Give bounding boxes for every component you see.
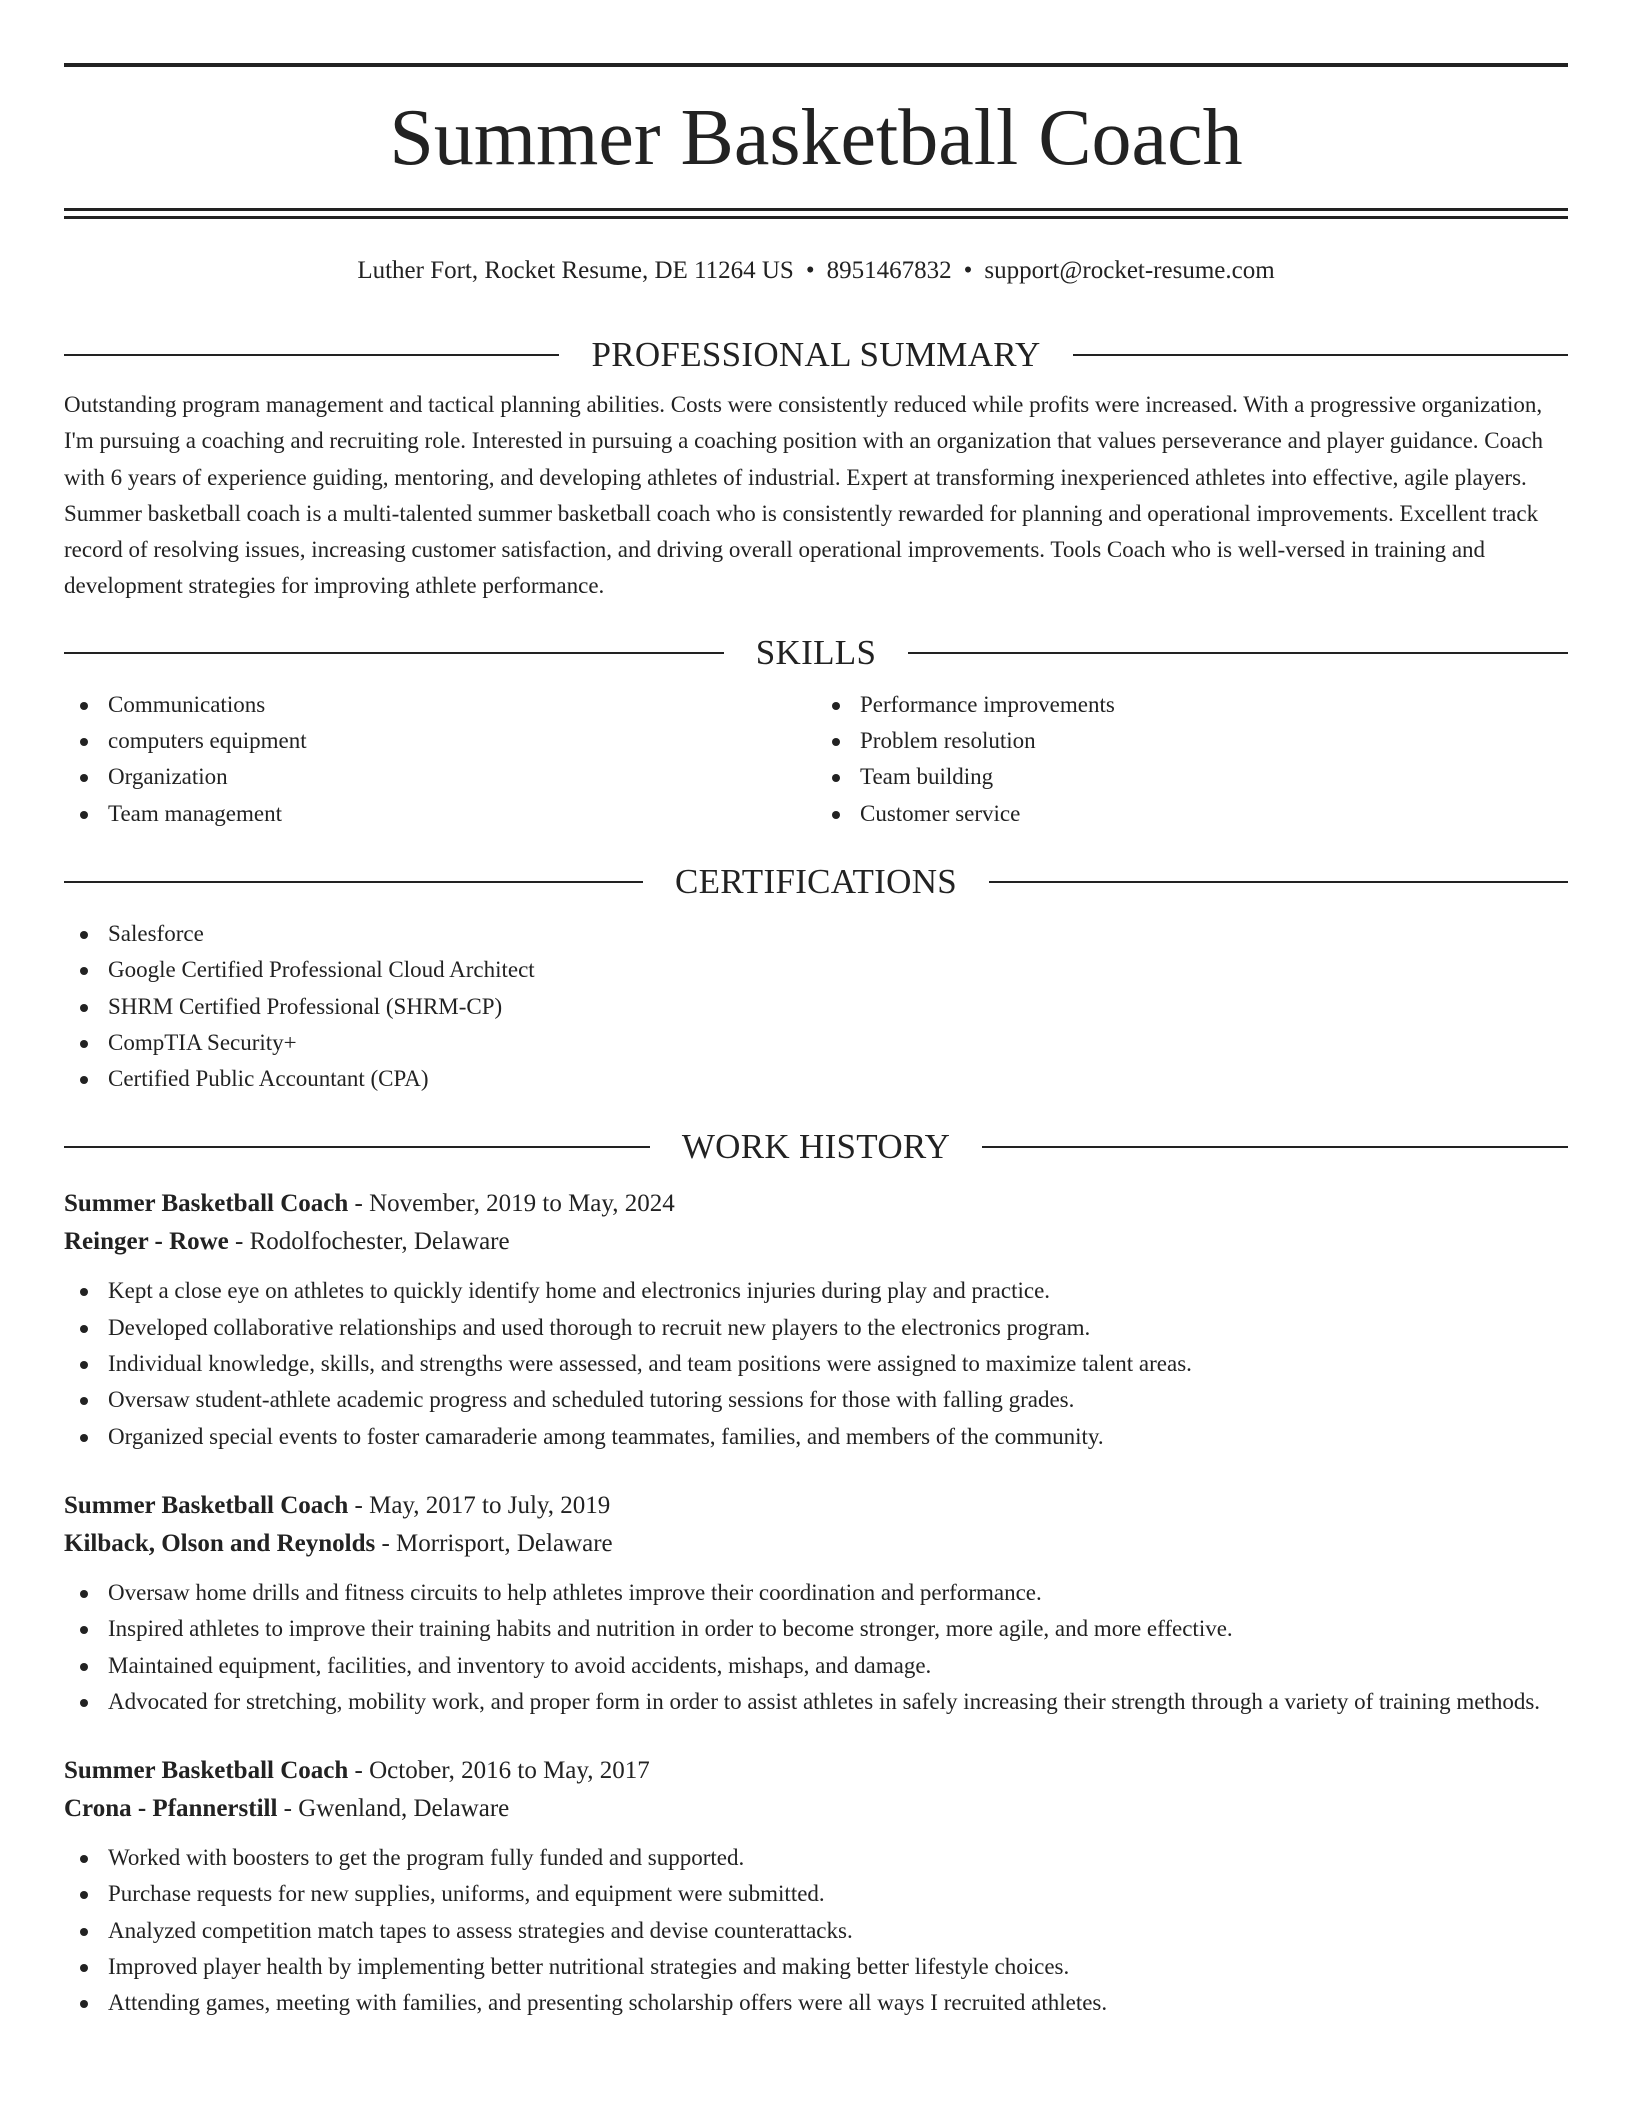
job-entry xyxy=(64,1185,1568,1454)
work-history-heading xyxy=(64,1119,1568,1175)
skill-item: Performance improvements xyxy=(816,687,1568,723)
job-bullets xyxy=(64,1273,1568,1454)
skill-item: Team building xyxy=(816,759,1568,795)
heading-rule-left xyxy=(64,881,643,883)
heading-rule-right xyxy=(1073,354,1568,356)
job-company-line xyxy=(64,1525,1568,1563)
job-company-line xyxy=(64,1223,1568,1261)
heading-rule-left xyxy=(64,1146,650,1148)
job-bullet: Analyzed competition match tapes to assess strategies and devise counterattacks. xyxy=(64,1913,1568,1949)
job-location: - Morrisport, Delaware xyxy=(375,1529,613,1557)
job-bullet: Purchase requests for new supplies, uniforms, and equipment were submitted. xyxy=(64,1876,1568,1912)
job-company: Kilback, Olson and Reynolds xyxy=(64,1529,376,1557)
job-bullet: Advocated for stretching, mobility work, and proper form in order to assist athletes in safely increasing their strength through a variety of training methods. xyxy=(64,1684,1568,1720)
skill-item: Problem resolution xyxy=(816,723,1568,759)
skills-section xyxy=(64,625,1568,832)
job-location: - Rodolfochester, Delaware xyxy=(228,1228,510,1256)
job-title-line xyxy=(64,1752,1568,1790)
skills-columns xyxy=(64,687,1568,832)
job-title: Summer Basketball Coach xyxy=(64,1190,349,1218)
job-entry xyxy=(64,1752,1568,2021)
job-dates: - November, 2019 to May, 2024 xyxy=(348,1190,675,1218)
job-company: Crona - Pfannerstill xyxy=(64,1795,278,1823)
resume-body xyxy=(64,327,1568,2022)
summary-heading xyxy=(64,327,1568,383)
skill-item: Team management xyxy=(64,796,816,832)
title-rule-upper xyxy=(64,208,1568,211)
job-company: Reinger - Rowe xyxy=(64,1228,229,1256)
heading-rule-right xyxy=(908,652,1568,654)
contact-email: support@rocket-resume.com xyxy=(984,257,1275,284)
job-entry xyxy=(64,1487,1568,1720)
heading-rule-right xyxy=(989,881,1568,883)
job-bullets xyxy=(64,1575,1568,1720)
job-dates: - May, 2017 to July, 2019 xyxy=(348,1491,611,1519)
job-title: Summer Basketball Coach xyxy=(64,1757,349,1785)
contact-separator: • xyxy=(805,257,815,284)
heading-rule-right xyxy=(982,1146,1568,1148)
job-bullet: Worked with boosters to get the program fully funded and supported. xyxy=(64,1840,1568,1876)
certification-item: Salesforce xyxy=(64,916,1568,952)
contact-line xyxy=(64,253,1568,289)
job-bullet: Improved player health by implementing better nutritional strategies and making better lifestyle choices. xyxy=(64,1949,1568,1985)
job-company-line xyxy=(64,1790,1568,1828)
skill-item: Customer service xyxy=(816,796,1568,832)
job-bullet: Kept a close eye on athletes to quickly identify home and electronics injuries during play and practice. xyxy=(64,1273,1568,1309)
heading-rule-left xyxy=(64,354,559,356)
contact-phone: 8951467832 xyxy=(826,257,952,284)
summary-section xyxy=(64,327,1568,605)
job-title: Summer Basketball Coach xyxy=(64,1491,349,1519)
certification-item: CompTIA Security+ xyxy=(64,1025,1568,1061)
top-rule xyxy=(64,63,1568,67)
job-bullet: Maintained equipment, facilities, and inventory to avoid accidents, mishaps, and damage. xyxy=(64,1648,1568,1684)
job-bullets xyxy=(64,1840,1568,2021)
certification-item: Certified Public Accountant (CPA) xyxy=(64,1061,1568,1097)
skill-item: Organization xyxy=(64,759,816,795)
certifications-list xyxy=(64,916,1568,1097)
job-bullet: Developed collaborative relationships and used thorough to recruit new players to the electronics program. xyxy=(64,1310,1568,1346)
job-bullet: Oversaw student-athlete academic progress and scheduled tutoring sessions for those with falling grades. xyxy=(64,1382,1568,1418)
job-dates: - October, 2016 to May, 2017 xyxy=(348,1757,650,1785)
job-bullet: Inspired athletes to improve their training habits and nutrition in order to become stronger, more agile, and more effective. xyxy=(64,1611,1568,1647)
certifications-section xyxy=(64,854,1568,1097)
title-rule-lower xyxy=(64,216,1568,219)
contact-address: Luther Fort, Rocket Resume, DE 11264 US xyxy=(357,257,794,284)
job-bullet: Attending games, meeting with families, and presenting scholarship offers were all ways I recruited athletes. xyxy=(64,1985,1568,2021)
work-history-section xyxy=(64,1119,1568,2021)
skills-heading xyxy=(64,625,1568,681)
job-bullet: Oversaw home drills and fitness circuits to help athletes improve their coordination and performance. xyxy=(64,1575,1568,1611)
certification-item: Google Certified Professional Cloud Architect xyxy=(64,952,1568,988)
certifications-heading-text: CERTIFICATIONS xyxy=(674,861,958,901)
summary-heading-text: PROFESSIONAL SUMMARY xyxy=(591,335,1041,374)
skills-right-list xyxy=(816,687,1568,832)
skill-item: computers equipment xyxy=(64,723,816,759)
job-location: - Gwenland, Delaware xyxy=(277,1795,510,1823)
job-bullet: Individual knowledge, skills, and strengths were assessed, and team positions were assigned to maximize talent areas. xyxy=(64,1346,1568,1382)
contact-separator: • xyxy=(963,257,973,284)
job-bullet: Organized special events to foster camaraderie among teammates, families, and members of the community. xyxy=(64,1419,1568,1455)
certification-item: SHRM Certified Professional (SHRM-CP) xyxy=(64,989,1568,1025)
skill-item: Communications xyxy=(64,687,816,723)
job-title-line xyxy=(64,1487,1568,1525)
skills-heading-text: SKILLS xyxy=(755,632,877,672)
job-title-line xyxy=(64,1185,1568,1223)
work-history-heading-text: WORK HISTORY xyxy=(681,1127,951,1167)
certifications-heading xyxy=(64,854,1568,910)
summary-text: Outstanding program management and tactical planning abilities. Costs were consistently reduced while profits were increased. With a progressive organization, I'm pursuing a coaching and recruiting role. Interested in pursuing a coaching position with an organization that values perseverance and player guidance. Coach with 6 years of experience guiding, mentoring, and developing athletes of industrial. Expert at transforming inexperienced athletes into effective, agile players. Summer basketball coach is a multi-talented summer basketball coach who is consistently rewarded for planning and operational improvements. Excellent track record of resolving issues, increasing customer satisfaction, and driving overall operational improvements. Tools Coach who is well-versed in training and development strategies for improving athlete performance. xyxy=(64,392,1544,599)
heading-rule-left xyxy=(64,652,724,654)
resume-title: Summer Basketball Coach xyxy=(389,94,1243,182)
skills-left-list xyxy=(64,687,816,832)
